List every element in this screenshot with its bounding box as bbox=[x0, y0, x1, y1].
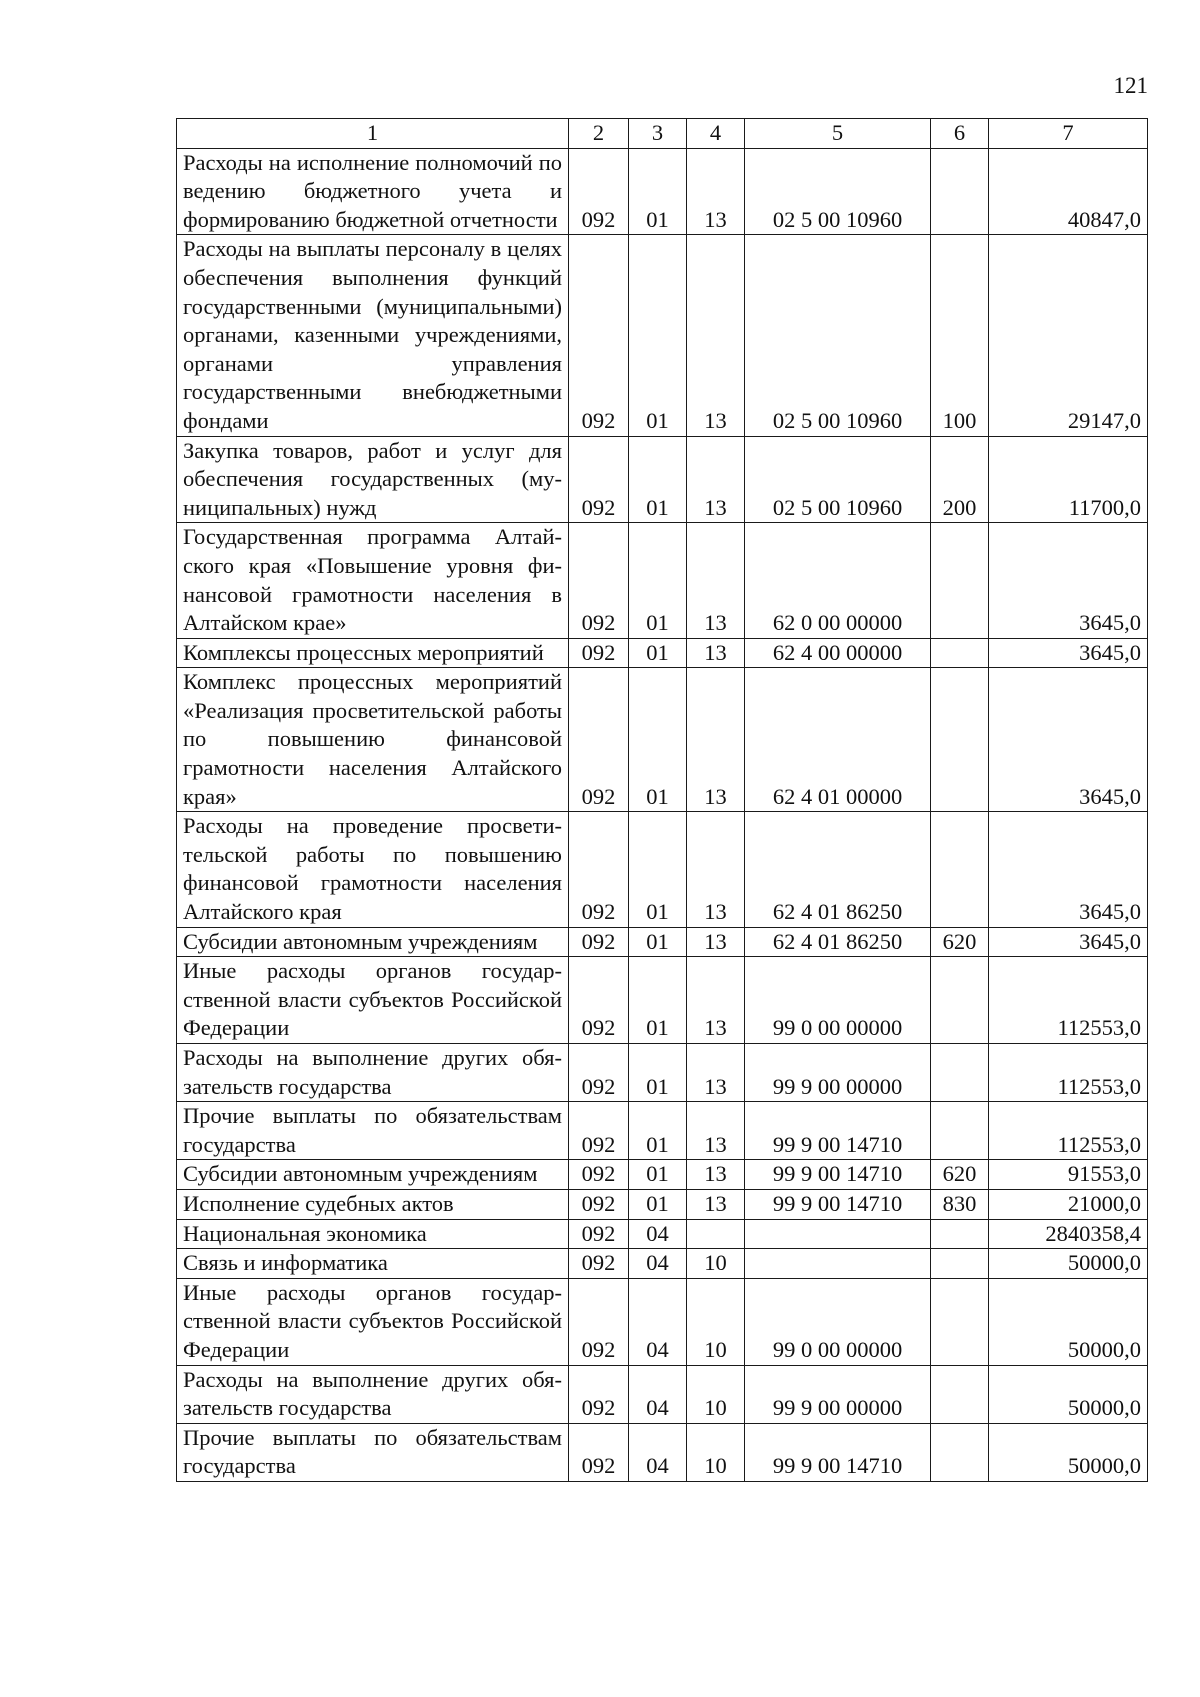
row-description: Исполнение судебных актов bbox=[177, 1189, 569, 1219]
cell-grbs-code: 092 bbox=[569, 1189, 629, 1219]
cell-grbs-code: 092 bbox=[569, 1249, 629, 1279]
cell-grbs-code: 092 bbox=[569, 668, 629, 812]
budget-table bbox=[176, 118, 1148, 1482]
cell-section-code: 01 bbox=[629, 1160, 687, 1190]
column-header: 6 bbox=[931, 119, 989, 149]
column-header: 5 bbox=[745, 119, 931, 149]
cell-amount: 50000,0 bbox=[989, 1423, 1148, 1481]
cell-amount: 50000,0 bbox=[989, 1278, 1148, 1365]
cell-grbs-code: 092 bbox=[569, 1365, 629, 1423]
row-description: Связь и информатика bbox=[177, 1249, 569, 1279]
cell-target-item-code: 99 9 00 14710 bbox=[745, 1423, 931, 1481]
cell-amount: 3645,0 bbox=[989, 927, 1148, 957]
table-row bbox=[177, 957, 1148, 1044]
cell-section-code: 01 bbox=[629, 523, 687, 638]
row-description: Комплексы процессных мероприятий bbox=[177, 638, 569, 668]
cell-expense-type-code bbox=[931, 638, 989, 668]
table-row bbox=[177, 148, 1148, 235]
cell-subsection-code: 10 bbox=[687, 1249, 745, 1279]
cell-target-item-code: 99 9 00 14710 bbox=[745, 1102, 931, 1160]
cell-target-item-code bbox=[745, 1249, 931, 1279]
cell-target-item-code: 99 9 00 00000 bbox=[745, 1365, 931, 1423]
cell-subsection-code: 10 bbox=[687, 1278, 745, 1365]
cell-grbs-code: 092 bbox=[569, 638, 629, 668]
row-description: Расходы на проведение просветительской работы по повышению финансовой грамотности населения Алтайского края bbox=[177, 812, 569, 927]
cell-section-code: 01 bbox=[629, 812, 687, 927]
cell-target-item-code: 99 9 00 14710 bbox=[745, 1160, 931, 1190]
cell-subsection-code: 13 bbox=[687, 1102, 745, 1160]
cell-amount: 112553,0 bbox=[989, 1044, 1148, 1102]
cell-subsection-code: 13 bbox=[687, 812, 745, 927]
cell-expense-type-code: 620 bbox=[931, 927, 989, 957]
cell-grbs-code: 092 bbox=[569, 812, 629, 927]
cell-target-item-code bbox=[745, 1219, 931, 1249]
row-description: Иные расходы органов государственной власти субъектов Российской Федерации bbox=[177, 1278, 569, 1365]
cell-target-item-code: 99 9 00 14710 bbox=[745, 1189, 931, 1219]
table-row bbox=[177, 812, 1148, 927]
cell-expense-type-code bbox=[931, 812, 989, 927]
row-description: Расходы на выплаты персоналу в целях обеспечения выполнения функций государственными (муниципальными) органами, казенными учреждениями, органами управления государственными внебюджетными фондами bbox=[177, 235, 569, 436]
cell-amount: 3645,0 bbox=[989, 668, 1148, 812]
row-description: Прочие выплаты по обязательствам государства bbox=[177, 1423, 569, 1481]
column-header: 2 bbox=[569, 119, 629, 149]
table-row bbox=[177, 1044, 1148, 1102]
cell-target-item-code: 99 0 00 00000 bbox=[745, 1278, 931, 1365]
cell-expense-type-code bbox=[931, 1219, 989, 1249]
cell-amount: 112553,0 bbox=[989, 1102, 1148, 1160]
row-description: Государственная программа Алтайского края «Повышение уровня финансовой грамотности населения в Алтайском крае» bbox=[177, 523, 569, 638]
cell-section-code: 01 bbox=[629, 1189, 687, 1219]
cell-expense-type-code bbox=[931, 1249, 989, 1279]
cell-target-item-code: 62 4 01 00000 bbox=[745, 668, 931, 812]
cell-section-code: 01 bbox=[629, 927, 687, 957]
row-description: Расходы на выполнение других обязательств государства bbox=[177, 1365, 569, 1423]
cell-amount: 3645,0 bbox=[989, 638, 1148, 668]
cell-grbs-code: 092 bbox=[569, 957, 629, 1044]
cell-amount: 3645,0 bbox=[989, 523, 1148, 638]
cell-grbs-code: 092 bbox=[569, 1278, 629, 1365]
table-row bbox=[177, 523, 1148, 638]
cell-target-item-code: 99 9 00 00000 bbox=[745, 1044, 931, 1102]
cell-grbs-code: 092 bbox=[569, 1102, 629, 1160]
cell-expense-type-code: 100 bbox=[931, 235, 989, 436]
cell-grbs-code: 092 bbox=[569, 1044, 629, 1102]
cell-section-code: 04 bbox=[629, 1249, 687, 1279]
cell-subsection-code: 13 bbox=[687, 1044, 745, 1102]
column-header: 1 bbox=[177, 119, 569, 149]
cell-section-code: 01 bbox=[629, 148, 687, 235]
column-header: 4 bbox=[687, 119, 745, 149]
cell-section-code: 01 bbox=[629, 1044, 687, 1102]
cell-grbs-code: 092 bbox=[569, 523, 629, 638]
cell-amount: 91553,0 bbox=[989, 1160, 1148, 1190]
cell-amount: 112553,0 bbox=[989, 957, 1148, 1044]
cell-expense-type-code: 200 bbox=[931, 436, 989, 523]
cell-subsection-code: 13 bbox=[687, 523, 745, 638]
cell-expense-type-code: 830 bbox=[931, 1189, 989, 1219]
table-row bbox=[177, 638, 1148, 668]
table-row bbox=[177, 1423, 1148, 1481]
cell-subsection-code: 13 bbox=[687, 927, 745, 957]
cell-amount: 2840358,4 bbox=[989, 1219, 1148, 1249]
table-body bbox=[177, 148, 1148, 1481]
cell-section-code: 01 bbox=[629, 638, 687, 668]
cell-section-code: 01 bbox=[629, 235, 687, 436]
cell-target-item-code: 62 4 01 86250 bbox=[745, 927, 931, 957]
row-description: Закупка товаров, работ и услуг для обеспечения государственных (муниципальных) нужд bbox=[177, 436, 569, 523]
cell-grbs-code: 092 bbox=[569, 1219, 629, 1249]
cell-target-item-code: 02 5 00 10960 bbox=[745, 436, 931, 523]
cell-amount: 3645,0 bbox=[989, 812, 1148, 927]
cell-target-item-code: 62 0 00 00000 bbox=[745, 523, 931, 638]
row-description: Национальная экономика bbox=[177, 1219, 569, 1249]
cell-amount: 11700,0 bbox=[989, 436, 1148, 523]
column-header: 7 bbox=[989, 119, 1148, 149]
table-row bbox=[177, 668, 1148, 812]
cell-section-code: 04 bbox=[629, 1278, 687, 1365]
cell-expense-type-code bbox=[931, 1423, 989, 1481]
cell-section-code: 01 bbox=[629, 436, 687, 523]
row-description: Иные расходы органов государственной власти субъектов Российской Федерации bbox=[177, 957, 569, 1044]
row-description: Расходы на выполнение других обязательств государства bbox=[177, 1044, 569, 1102]
cell-amount: 40847,0 bbox=[989, 148, 1148, 235]
table-row bbox=[177, 1160, 1148, 1190]
cell-expense-type-code: 620 bbox=[931, 1160, 989, 1190]
cell-section-code: 04 bbox=[629, 1365, 687, 1423]
cell-target-item-code: 02 5 00 10960 bbox=[745, 235, 931, 436]
table-row bbox=[177, 1278, 1148, 1365]
table-row bbox=[177, 1189, 1148, 1219]
table-header-row bbox=[177, 119, 1148, 149]
cell-section-code: 04 bbox=[629, 1219, 687, 1249]
cell-grbs-code: 092 bbox=[569, 148, 629, 235]
row-description: Прочие выплаты по обязательствам государства bbox=[177, 1102, 569, 1160]
cell-expense-type-code bbox=[931, 957, 989, 1044]
cell-expense-type-code bbox=[931, 1278, 989, 1365]
row-description: Субсидии автономным учреждениям bbox=[177, 1160, 569, 1190]
table-row bbox=[177, 436, 1148, 523]
column-header: 3 bbox=[629, 119, 687, 149]
cell-expense-type-code bbox=[931, 1044, 989, 1102]
cell-section-code: 01 bbox=[629, 1102, 687, 1160]
cell-expense-type-code bbox=[931, 668, 989, 812]
cell-subsection-code: 13 bbox=[687, 436, 745, 523]
cell-expense-type-code bbox=[931, 148, 989, 235]
table-row bbox=[177, 1365, 1148, 1423]
cell-expense-type-code bbox=[931, 523, 989, 638]
cell-target-item-code: 99 0 00 00000 bbox=[745, 957, 931, 1044]
cell-subsection-code bbox=[687, 1219, 745, 1249]
cell-target-item-code: 62 4 01 86250 bbox=[745, 812, 931, 927]
cell-grbs-code: 092 bbox=[569, 235, 629, 436]
cell-target-item-code: 62 4 00 00000 bbox=[745, 638, 931, 668]
cell-subsection-code: 13 bbox=[687, 668, 745, 812]
table-row bbox=[177, 927, 1148, 957]
cell-subsection-code: 13 bbox=[687, 1160, 745, 1190]
table-row bbox=[177, 1219, 1148, 1249]
cell-subsection-code: 13 bbox=[687, 957, 745, 1044]
cell-section-code: 01 bbox=[629, 668, 687, 812]
cell-grbs-code: 092 bbox=[569, 1160, 629, 1190]
page-number: 121 bbox=[1113, 73, 1148, 98]
cell-section-code: 01 bbox=[629, 957, 687, 1044]
cell-amount: 50000,0 bbox=[989, 1249, 1148, 1279]
cell-grbs-code: 092 bbox=[569, 927, 629, 957]
cell-subsection-code: 13 bbox=[687, 638, 745, 668]
row-description: Комплекс процессных мероприятий «Реализация просветительской работы по повышению финансовой грамотности населения Алтайского края» bbox=[177, 668, 569, 812]
row-description: Субсидии автономным учреждениям bbox=[177, 927, 569, 957]
cell-expense-type-code bbox=[931, 1365, 989, 1423]
cell-grbs-code: 092 bbox=[569, 1423, 629, 1481]
table-row bbox=[177, 1249, 1148, 1279]
cell-amount: 21000,0 bbox=[989, 1189, 1148, 1219]
cell-amount: 50000,0 bbox=[989, 1365, 1148, 1423]
cell-subsection-code: 10 bbox=[687, 1365, 745, 1423]
cell-section-code: 04 bbox=[629, 1423, 687, 1481]
cell-subsection-code: 13 bbox=[687, 1189, 745, 1219]
cell-grbs-code: 092 bbox=[569, 436, 629, 523]
row-description: Расходы на исполнение полномочий по ведению бюджетного учета и формированию бюджетной отчетности bbox=[177, 148, 569, 235]
cell-subsection-code: 13 bbox=[687, 148, 745, 235]
table-row bbox=[177, 235, 1148, 436]
table-row bbox=[177, 1102, 1148, 1160]
cell-amount: 29147,0 bbox=[989, 235, 1148, 436]
cell-expense-type-code bbox=[931, 1102, 989, 1160]
cell-target-item-code: 02 5 00 10960 bbox=[745, 148, 931, 235]
cell-subsection-code: 13 bbox=[687, 235, 745, 436]
cell-subsection-code: 10 bbox=[687, 1423, 745, 1481]
